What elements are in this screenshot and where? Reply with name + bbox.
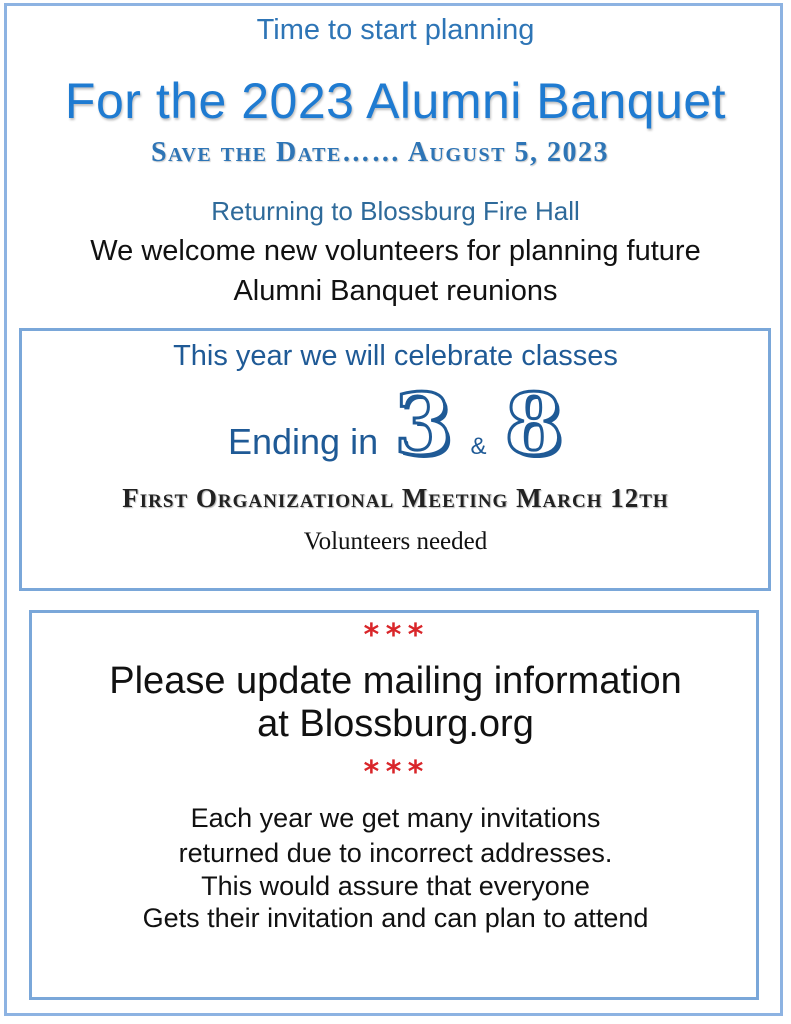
stars-divider-bottom: ***	[362, 755, 429, 790]
note-line: This would assure that everyone	[201, 871, 590, 901]
headline: For the 2023 Alumni Banquet	[64, 73, 727, 129]
welcome-line-1: We welcome new volunteers for planning future	[90, 235, 701, 267]
volunteers-needed: Volunteers needed	[303, 528, 488, 555]
welcome-line-2: Alumni Banquet reunions	[233, 275, 558, 307]
update-line-1: Please update mailing information	[109, 660, 682, 702]
note-line: returned due to incorrect addresses.	[178, 838, 613, 868]
location-text: Returning to Blossburg Fire Hall	[211, 196, 580, 226]
note-line: Gets their invitation and can plan to attend	[142, 903, 649, 933]
intro-text: Time to start planning	[256, 14, 535, 46]
meeting-announcement: First Organizational Meeting March 12th	[122, 483, 669, 513]
celebrate-text: This year we will celebrate classes	[173, 340, 618, 372]
class-digit-3: 3	[394, 375, 453, 474]
note-line: Each year we get many invitations	[190, 803, 601, 833]
ending-in-label: Ending in	[227, 421, 379, 462]
ending-in-row	[0, 375, 791, 474]
save-the-date: Save the Date…… August 5, 2023	[151, 137, 609, 168]
ampersand: &	[470, 433, 487, 460]
update-line-2: at Blossburg.org	[257, 703, 534, 745]
stars-divider-top: ***	[362, 618, 429, 653]
class-digit-8: 8	[504, 375, 564, 474]
